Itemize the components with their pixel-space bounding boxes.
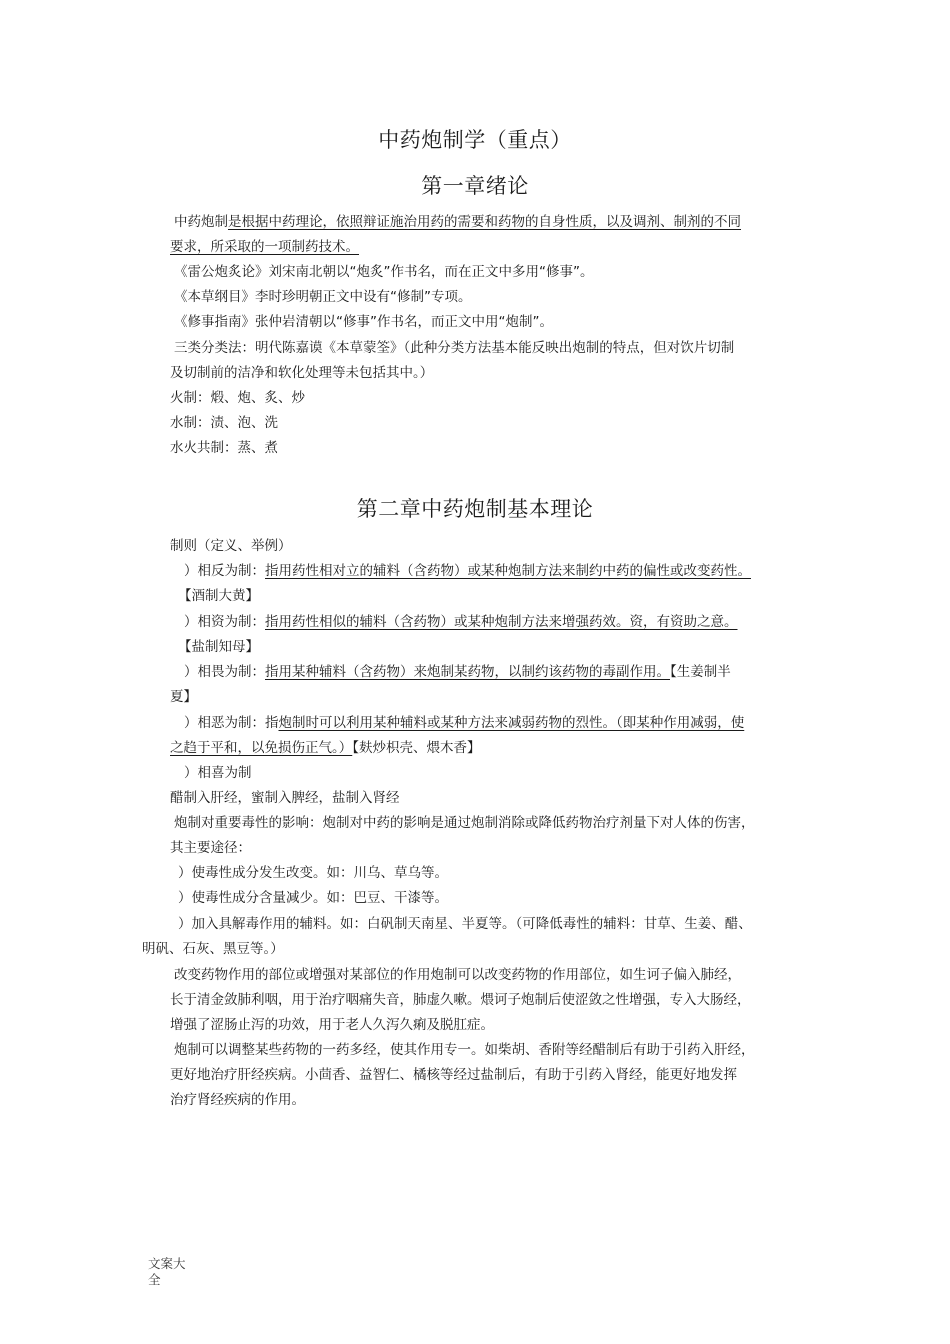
rule-example: 【麸炒枳壳、煨木香】 [352, 740, 481, 756]
definition-text: 是根据中药理论，依照辩证施治用药的需要和药物的自身性质，以及调剂、制剂的不同 [228, 214, 741, 230]
rule-definition: 之趋于平和，以免损伤正气。） [170, 740, 353, 756]
rule-zi [184, 613, 738, 631]
rule-definition: 炮制时可以利用某种辅料或某种方法来减弱药物的烈性。（即某种作用减弱，使 [278, 715, 745, 731]
rule-label: ）相资为制： [184, 614, 265, 630]
toxicity-line: 炮制对重要毒性的影响：炮制对中药的影响是通过炮制消除或降低药物治疗剂量下对人体的伤害， [174, 815, 755, 831]
rule-wu-cont [170, 739, 481, 757]
three-class-line: 及切制前的洁净和软化处理等未包括其中。） [170, 365, 434, 381]
rule-example: 【酒制大黄】 [178, 588, 259, 604]
definition-term: 中药炮制 [174, 214, 228, 230]
adjust-line: 治疗肾经疾病的作用。 [170, 1092, 305, 1108]
rule-label: ）相恶为制： [184, 715, 265, 731]
three-class-line: 三类分类法：明代陈嘉谟《本草蒙筌》（此种分类方法基本能反映出炮制的特点，但对饮片切制 [174, 340, 735, 356]
toxicity-line: 其主要途径： [170, 840, 251, 856]
method-line: 火制：煅、炮、炙、炒 [170, 390, 305, 406]
rule-definition: 指用某种辅料（含药物）来炮制某药物，以制约该药物的毒副作用。 [265, 664, 670, 680]
way-line: ）加入具解毒作用的辅料。如：白矾制天南星、半夏等。（可降低毒性的辅料：甘草、生姜、醋、 [178, 916, 752, 932]
adjust-line: 炮制可以调整某些药物的一药多经，使其作用专一。如柴胡、香附等经醋制后有助于引药入肝经， [174, 1042, 755, 1058]
rule-example-cont: 夏】 [170, 689, 197, 705]
footer-text: 文案大全 [148, 1256, 186, 1287]
adjust-line: 更好地治疗肝经疾病。小茴香、益智仁、橘核等经过盐制后，有助于引药入肾经，能更好地发挥 [170, 1067, 737, 1083]
site-line: 改变药物作用的部位或增强对某部位的作用炮制可以改变药物的作用部位，如生诃子偏入肺经， [174, 967, 741, 983]
way-line: ）使毒性成分发生改变。如：川乌、草乌等。 [178, 865, 448, 881]
rule-definition: 指用药性相对立的辅料（含药物）或某种炮制方法来制约中药的偏性或改变药性。 [265, 563, 751, 579]
chapter-2-heading: 第二章中药炮制基本理论 [356, 497, 594, 521]
rule-example: 【盐制知母】 [178, 639, 259, 655]
way-line: 明矾、石灰、黑豆等。） [142, 941, 284, 957]
book-line: 《修事指南》张仲岩清朝以“修事”作书名，而正文中用“炮制”。 [174, 314, 553, 330]
site-line: 增强了涩肠止泻的功效，用于老人久泻久痢及脱肛症。 [170, 1017, 494, 1033]
rule-definition: 指用药性相似的辅料（含药物）或某种炮制方法来增强药效。资，有资助之意。 [265, 614, 738, 630]
book-line: 《本草纲目》李时珍明朝正文中设有“修制”专项。 [174, 289, 472, 305]
way-line: ）使毒性成分含量减少。如：巴豆、干漆等。 [178, 890, 448, 906]
chapter-1-heading: 第一章绪论 [421, 174, 529, 198]
site-line: 长于清金敛肺利咽，用于治疗咽痛失音，肺虚久嗽。煨诃子炮制后使涩敛之性增强，专入大肠经， [170, 992, 751, 1008]
meridian-line: 醋制入肝经，蜜制入脾经，盐制入肾经 [170, 790, 400, 806]
page-title: 中药炮制学（重点） [378, 128, 572, 152]
rule-prefix: 指 [265, 715, 279, 731]
rule-wei [184, 663, 731, 681]
method-line: 水制：渍、泡、洗 [170, 415, 278, 431]
rule-xi: ）相喜为制 [184, 765, 252, 781]
method-line: 水火共制：蒸、煮 [170, 440, 278, 456]
rules-title: 制则（定义、举例） [170, 538, 292, 554]
book-line: 《雷公炮炙论》刘宋南北朝以“炮炙”作书名，而在正文中多用“修事”。 [174, 264, 594, 280]
rule-fan [184, 562, 751, 580]
rule-wu [184, 714, 744, 732]
definition-line-1 [174, 213, 741, 231]
rule-label: ）相畏为制： [184, 664, 265, 680]
rule-label: ）相反为制： [184, 563, 265, 579]
definition-line-2: 要求，所采取的一项制药技术。 [170, 239, 359, 255]
rule-example: 【生姜制半 [670, 664, 731, 680]
